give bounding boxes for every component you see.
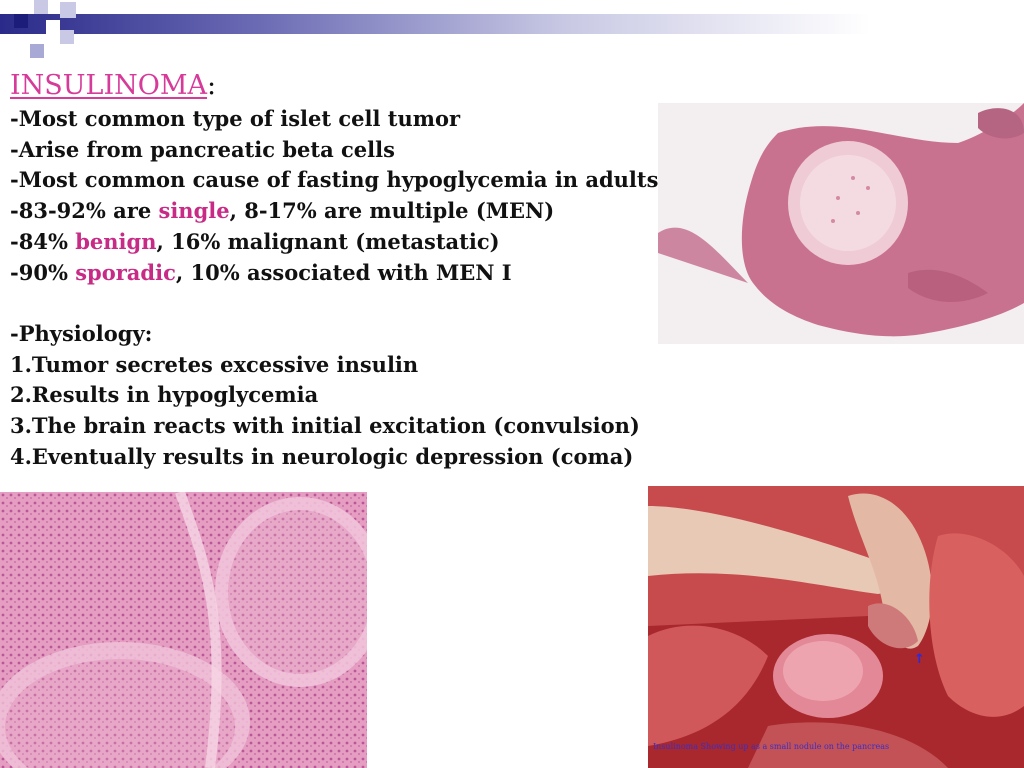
title-colon: : xyxy=(207,70,217,101)
bullet-text: -83-92% are xyxy=(10,198,159,224)
histology-image-lowpower xyxy=(658,103,1024,344)
header-square-decoration xyxy=(60,30,74,44)
header-square-decoration xyxy=(34,0,48,14)
physiology-item: 3.The brain reacts with initial excitation (convulsion) xyxy=(10,413,640,439)
slide-title-line xyxy=(10,68,670,104)
header-square-decoration xyxy=(46,20,60,34)
surgery-photo-illustration xyxy=(648,486,1024,768)
bullet-line xyxy=(10,165,670,196)
header-square-decoration xyxy=(60,2,76,18)
bullet-text: -Arise from pancreatic beta cells xyxy=(10,136,395,162)
physiology-heading: -Physiology: xyxy=(10,320,153,346)
header-gradient-bar xyxy=(0,14,1024,34)
bullet-text: -84% xyxy=(10,228,76,254)
bullet-text: , 8-17% are multiple (MEN) xyxy=(229,198,555,224)
header-square-decoration xyxy=(30,44,44,58)
bullet-text: , 16% malignant (metastatic) xyxy=(156,228,500,254)
highlight-text: single xyxy=(158,198,230,224)
bullet-line xyxy=(10,196,670,227)
bullet-text: -Most common cause of fasting hypoglycemia in adults xyxy=(10,167,659,193)
bullet-text: -90% xyxy=(10,259,76,285)
physiology-item: 1.Tumor secretes excessive insulin xyxy=(10,351,419,377)
bullet-text: -Most common type of islet cell tumor xyxy=(10,106,461,131)
physiology-item: 2.Results in hypoglycemia xyxy=(10,382,319,408)
bullet-text: , 10% associated with MEN I xyxy=(175,259,512,285)
slide-text-body xyxy=(10,68,670,472)
arrow-icon: ↑ xyxy=(914,652,925,667)
physiology-item: 4.Eventually results in neurologic depression (coma) xyxy=(10,443,634,469)
bullet-line xyxy=(10,258,670,289)
bullet-line xyxy=(10,135,670,166)
histology-lowpower-illustration xyxy=(658,103,1024,344)
bullet-line xyxy=(10,104,670,135)
header-square-decoration xyxy=(14,14,28,28)
slide-title: INSULINOMA xyxy=(10,70,208,101)
spacer xyxy=(10,288,670,319)
highlight-text: sporadic xyxy=(75,259,176,285)
histology-image-highpower xyxy=(0,492,367,768)
surgery-caption: Insulinoma Showing up as a small nodule on the pancreas xyxy=(653,742,890,751)
bullet-line xyxy=(10,227,670,258)
histology-highpower-illustration xyxy=(0,492,367,768)
surgery-photo xyxy=(648,486,1024,768)
highlight-text: benign xyxy=(75,228,157,254)
